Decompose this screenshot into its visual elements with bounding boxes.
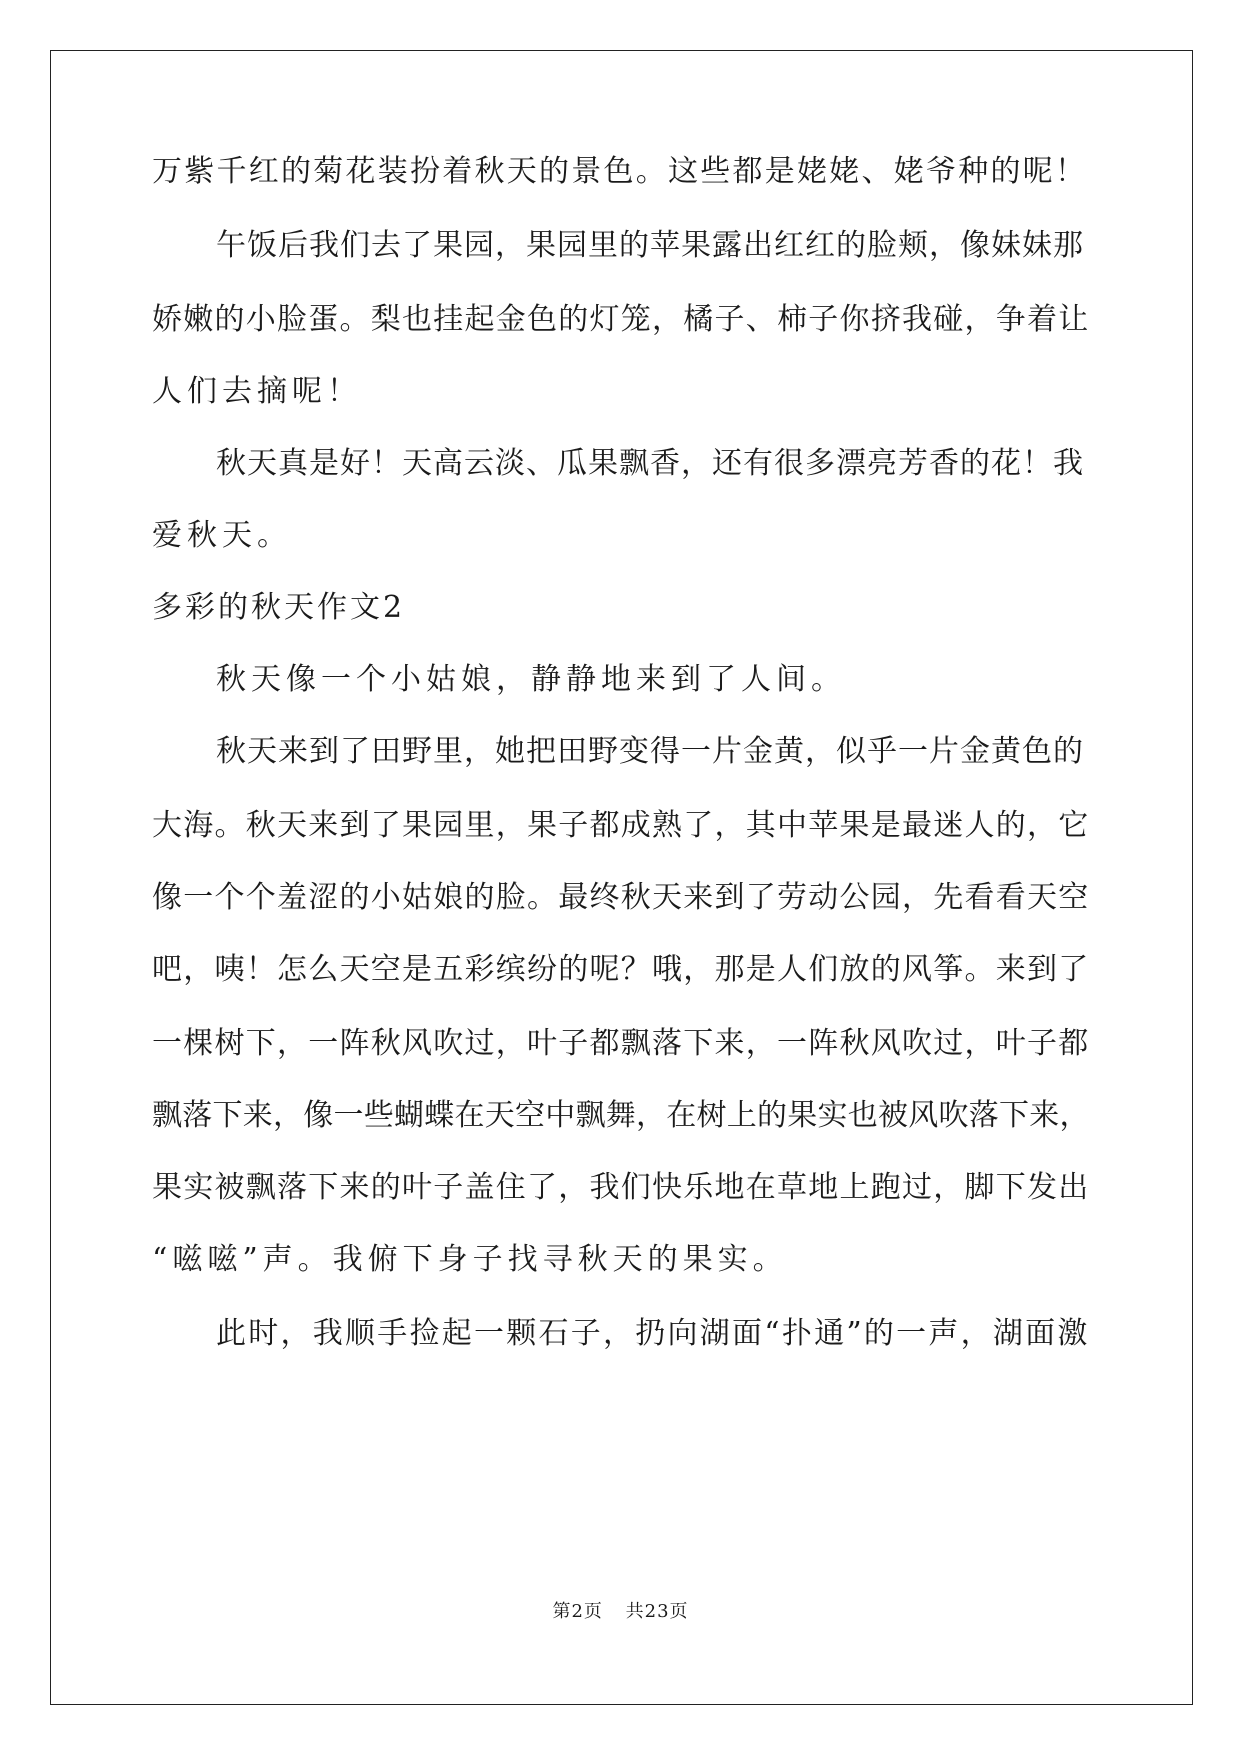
text-line: 大海。秋天来到了果园里，果子都成熟了，其中苹果是最迷人的，它 xyxy=(152,808,1090,843)
text-line: 果实被飘落下来的叶子盖住了，我们快乐地在草地上跑过，脚下发出 xyxy=(152,1170,1090,1205)
text-line: 像一个个羞涩的小姑娘的脸。最终秋天来到了劳动公园，先看看天空 xyxy=(152,880,1090,915)
text-line: 万紫千红的菊花装扮着秋天的景色。这些都是姥姥、姥爷种的呢！ xyxy=(152,154,1088,189)
page-footer xyxy=(0,1600,1241,1624)
text-line: 此时，我顺手捡起一颗石子，扔向湖面“扑通”的一声，湖面激 xyxy=(216,1316,1090,1351)
page-number: 第2页 xyxy=(552,1601,603,1622)
text-line: 一棵树下，一阵秋风吹过，叶子都飘落下来，一阵秋风吹过，叶子都 xyxy=(152,1026,1090,1061)
text-line: 秋天像一个小姑娘，静静地来到了人间。 xyxy=(216,662,846,697)
text-line: 飘落下来，像一些蝴蝶在天空中飘舞，在树上的果实也被风吹落下来， xyxy=(152,1098,1090,1133)
text-line: 爱秋天。 xyxy=(152,518,292,553)
text-line: “嗞嗞”声。我俯下身子找寻秋天的果实。 xyxy=(152,1242,788,1277)
section-heading: 多彩的秋天作文2 xyxy=(152,590,406,625)
text-line: 午饭后我们去了果园，果园里的苹果露出红红的脸颊，像妹妹那 xyxy=(216,228,1084,263)
text-line: 人们去摘呢！ xyxy=(152,374,362,409)
text-line: 吧，咦！怎么天空是五彩缤纷的呢？哦，那是人们放的风筝。来到了 xyxy=(152,952,1090,987)
text-line: 娇嫩的小脸蛋。梨也挂起金色的灯笼，橘子、柿子你挤我碰，争着让 xyxy=(152,302,1090,337)
text-line: 秋天来到了田野里，她把田野变得一片金黄，似乎一片金黄色的 xyxy=(216,734,1084,769)
page-total: 共23页 xyxy=(625,1601,689,1622)
text-line: 秋天真是好！天高云淡、瓜果飘香，还有很多漂亮芳香的花！我 xyxy=(216,446,1084,481)
